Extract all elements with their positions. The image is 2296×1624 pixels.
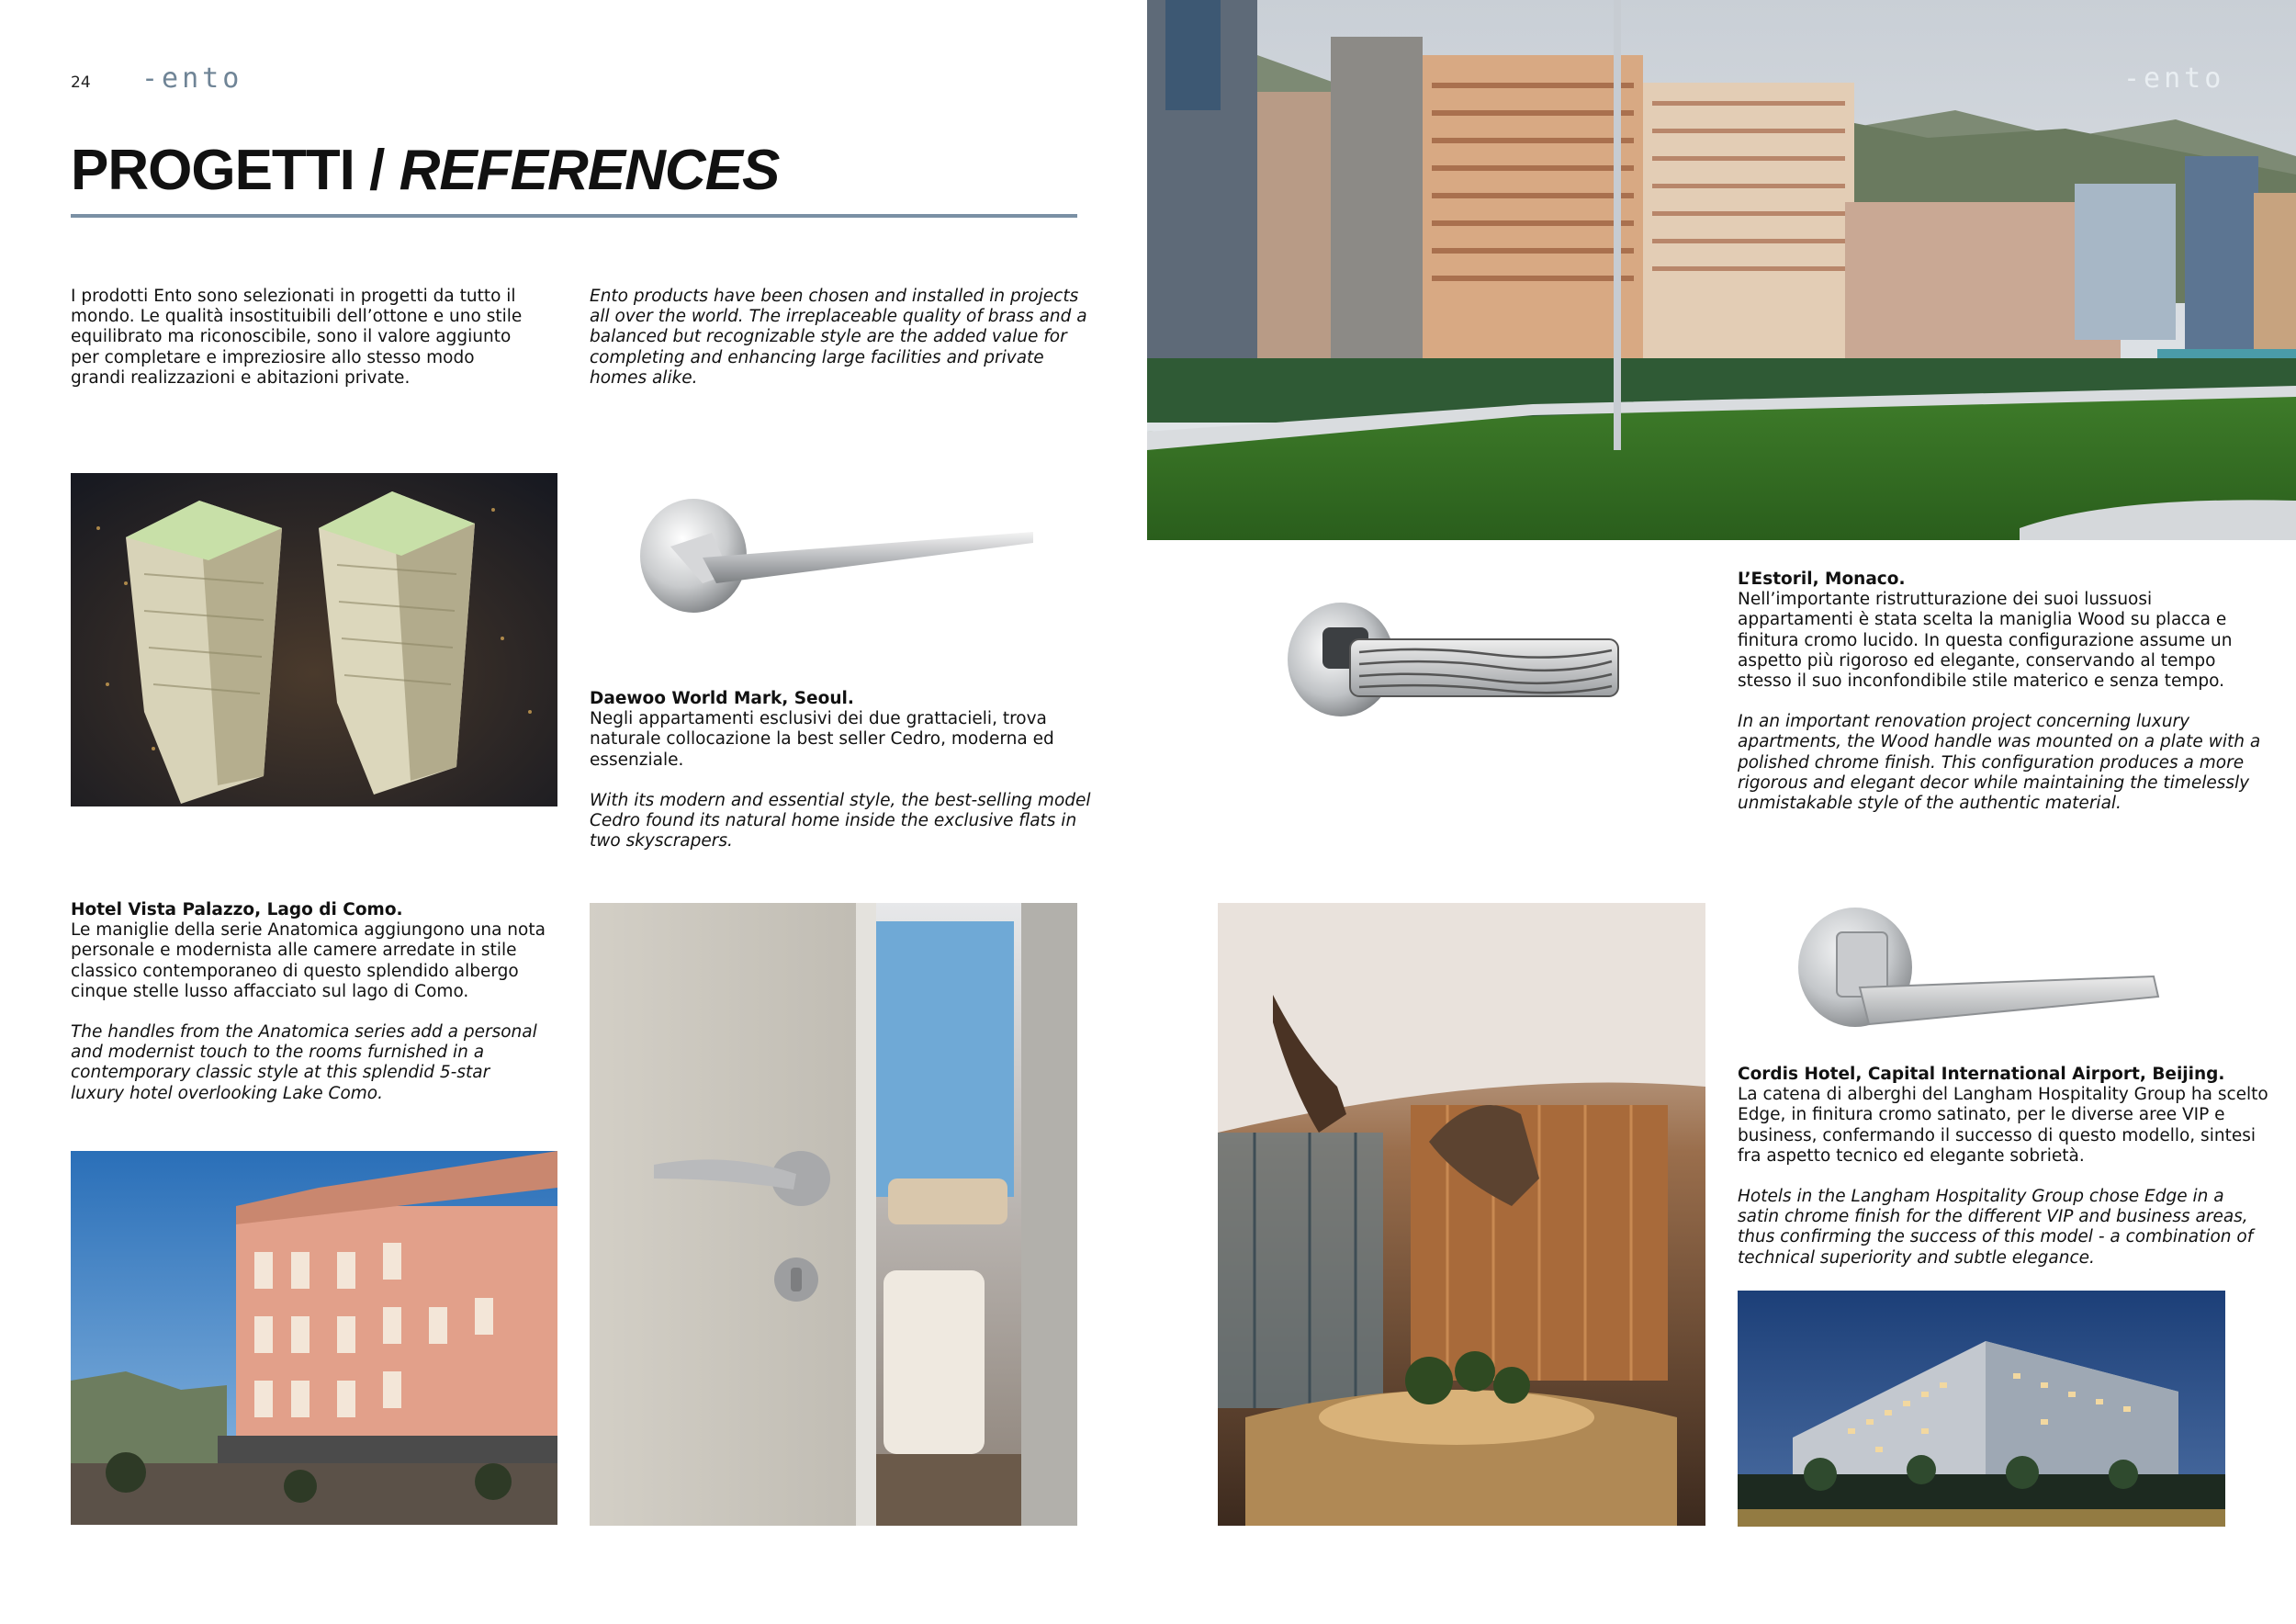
estoril-title: L’Estoril, Monaco. [1738,570,1906,589]
estoril-english: In an important renovation project concerning luxury apartments, the Wood handle was mounted on a plate with a polished chrome finish. This configuration produces a more rigorous and elegant decor while maintaining the timelessly unmistakable style of the authentic material. [1738,712,2261,814]
title-italic: REFERENCES [399,139,780,202]
edge-handle-image [1795,905,2163,1033]
wood-handle-image [1286,595,1626,724]
daewoo-towers-photo [71,473,557,806]
page-title [71,138,779,203]
estoril-text [1738,570,2270,814]
daewoo-text [590,689,1104,851]
cedro-handle-image [638,491,1042,620]
estoril-italian: Nell’importante ristrutturazione dei suoi lussuosi appartamenti è stata scelta la maniglia Wood su placca e finitura cromo lucido. In questa configurazione assume un aspetto più rigoroso ed elegante, conservando al tempo stesso il suo inconfondibile stile materico e senza tempo. [1738,590,2233,692]
cordis-english: Hotels in the Langham Hospitality Group chose Edge in a satin chrome finish for the different VIP and business areas, thus confirming the success of this model - a combination of technical superiority and subtle elegance. [1738,1187,2254,1268]
title-divider [71,214,1077,218]
page-number: 24 [71,73,91,92]
ento-logo: -ento [141,62,243,95]
cordis-exterior-photo [1738,1291,2225,1527]
anatomica-door-photo [590,903,1077,1526]
vista-palazzo-title: Hotel Vista Palazzo, Lago di Como. [71,900,403,919]
vista-palazzo-text [71,900,548,1104]
vista-palazzo-english: The handles from the Anatomica series add a personal and modernist touch to the rooms furnished in a contemporary classic style at this splendid 5-star luxury hotel overlooking Lake Como. [71,1022,537,1103]
daewoo-english: With its modern and essential style, the best-selling model Cedro found its natural home inside the exclusive flats in two skyscrapers. [590,790,1091,851]
daewoo-italian: Negli appartamenti esclusivi dei due grattacieli, trova naturale collocazione la best seller Cedro, moderna ed essenziale. [590,709,1054,770]
intro-italian: I prodotti Ento sono selezionati in progetti da tutto il mondo. Le qualità insostituibili dell’ottone e uno stile equilibrato ma riconoscibile, sono il valore aggiunto per completare e impreziosire allo stesso modo grandi realizzazioni e abitazioni private. [71,287,523,388]
cordis-text [1738,1065,2270,1269]
cordis-lobby-photo [1218,903,1705,1526]
cordis-italian: La catena di alberghi del Langham Hospitality Group ha scelto Edge, in finitura cromo satinato, per le diverse aree VIP e business, confermando il successo di questo modello, sintesi fra aspetto tecnico ed elegante sobrietà. [1738,1085,2268,1166]
vista-palazzo-photo [71,1151,557,1525]
cordis-title: Cordis Hotel, Capital International Airport, Beijing. [1738,1065,2225,1084]
ento-logo-overlay: -ento [2123,62,2225,95]
title-regular: PROGETTI / [71,139,400,202]
daewoo-title: Daewoo World Mark, Seoul. [590,689,854,708]
vista-palazzo-italian: Le maniglie della serie Anatomica aggiungono una nota personale e modernista alle camere arredate in stile classico contemporaneo di questo splendido albergo cinque stelle lusso affacciato sul lago di Como. [71,920,546,1001]
intro-english: Ento products have been chosen and installed in projects all over the world. The irreplaceable quality of brass and a balanced but recognizable style are the added value for completing and enhancing large facilities and private homes alike. [590,287,1087,388]
